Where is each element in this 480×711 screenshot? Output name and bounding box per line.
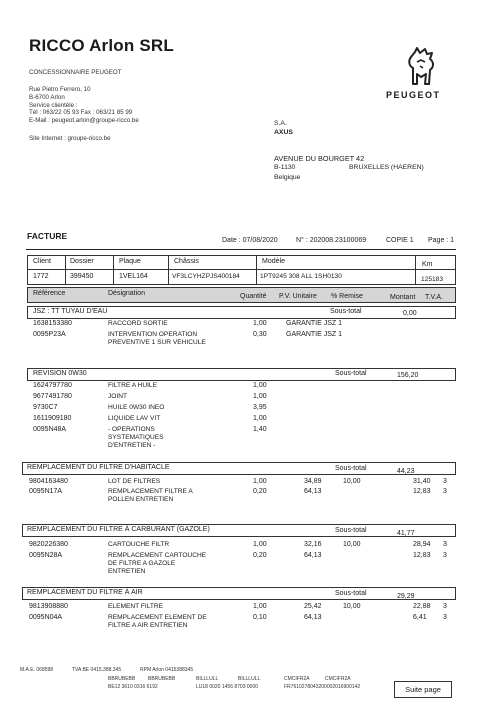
footer-rpm: RPM Arlon 0415388345 [140,667,194,673]
section-title: REMPLACEMENT DU FILTRE À AIR [27,589,143,596]
line-vat: 3 [443,552,447,559]
footer-mae: M.A.E. 068598 [20,667,54,673]
line-designation: JOINT [108,393,128,400]
subtotal-label: Sous-total [335,465,367,472]
subtotal-label: Sous-total [335,527,367,534]
document-title: FACTURE [27,231,68,241]
line-designation: RACCORD SORTIE [108,320,168,327]
line-designation: ELEMENT FILTRE [108,603,164,610]
recipient-street: AVENUE DU BOURGET 42 [274,154,365,163]
line-designation: - OPERATIONS SYSTEMATIQUES D'ENTRETIEN - [108,426,164,449]
website: Site Internet : groupe-ricco.be [29,135,111,142]
line-designation: LOT DE FILTRES [108,478,161,485]
line-reference: 0095N04A [29,614,63,621]
col-unit-price: P.V. Unitaire [279,293,317,300]
vehicle-client: 1772 [33,273,49,280]
line-designation: CARTOUCHE FILTR [108,541,170,548]
vehicle-header-client: Client [33,258,51,265]
recipient-country: Belgique [274,174,301,181]
vehicle-header-km: Km [422,261,433,268]
vehicle-col-sep [415,255,416,285]
address-line: Service clientèle : [29,101,78,109]
vehicle-col-sep [168,255,169,285]
vehicle-plate: 1VEL164 [119,273,148,280]
line-unit-price: GARANTIE JSZ 1 [286,320,343,327]
line-quantity: 1,00 [253,382,267,389]
subtotal-value: 0,00 [403,310,417,317]
footer-bic: BBRUBEBB [108,676,136,682]
vehicle-divider [28,269,455,270]
line-reference: 1638153380 [33,320,72,327]
line-quantity: 0,20 [253,488,267,495]
col-vat: T.V.A. [425,294,444,301]
line-reference: 1611909180 [33,415,72,422]
subtotal-label: Sous-total [330,308,362,315]
footer-bic: BBRUBEBB [148,676,176,682]
address-line: B-6700 Arlon [29,93,65,101]
invoice-number: N° : 202008.23100069 [296,237,367,244]
footer-bic: BILLLULL [196,676,219,682]
line-reference: 9813908880 [29,603,68,610]
line-quantity: 0,20 [253,552,267,559]
line-quantity: 1,40 [253,426,267,433]
footer-bic: BILLLULL [238,676,261,682]
vehicle-header-chassis: Châssis [174,258,199,265]
line-quantity: 0,30 [253,331,267,338]
line-vat: 3 [443,488,447,495]
section-title: JSZ : TT TUYAU D'EAU [33,308,108,315]
vehicle-model: 1PT9245 308 ALL 1SH0130 [260,273,342,280]
line-vat: 3 [443,478,447,485]
line-designation: REMPLACEMENT ELEMENT DE FILTRE A AIR ENTRETIEN [108,614,207,629]
line-amount: 28,94 [413,541,431,548]
brand-name: PEUGEOT [386,90,441,100]
footer-bic: CMCIFR2A [284,676,310,682]
line-quantity: 3,95 [253,404,267,411]
recipient-line: AXUS [274,128,293,136]
subtotal-label: Sous-total [335,370,367,377]
line-quantity: 1,00 [253,541,267,548]
address-block [29,86,139,125]
vehicle-header-plaque: Plaque [119,258,141,265]
line-discount: 10,00 [343,478,361,485]
line-reference: 9730C7 [33,404,58,411]
col-quantity: Quantité [240,293,267,300]
subtotal-value: 29,29 [397,593,415,600]
company-name: RICCO Arlon SRL [29,36,174,55]
subtotal-value: 44,23 [397,468,415,475]
line-quantity: 0,10 [253,614,267,621]
line-discount: 10,00 [343,603,361,610]
line-quantity: 1,00 [253,478,267,485]
recipient-name [274,120,293,137]
peugeot-lion-icon [386,44,456,93]
col-designation: Désignation [108,290,145,297]
line-amount: 22,88 [413,603,431,610]
line-reference: 0095N17A [29,488,63,495]
col-amount: Montant [390,294,416,301]
line-reference: 9820226380 [29,541,68,548]
line-vat: 3 [443,603,447,610]
line-amount: 6,41 [413,614,427,621]
line-designation: INTERVENTION OPERATION PREVENTIVE 1 SUR VEHICULE [108,331,206,346]
line-reference: 9677491780 [33,393,72,400]
vehicle-dossier: 399450 [70,273,94,280]
vehicle-header-modele: Modèle [262,258,285,265]
line-reference: 0095N48A [33,426,67,433]
line-designation: REMPLACEMENT CARTOUCHE DE FILTRE A GAZOLE ENTRETIEN [108,552,207,575]
line-amount: 31,40 [413,478,431,485]
line-unit-price: GARANTIE JSZ 1 [286,331,343,338]
vehicle-col-sep [256,255,257,285]
subtotal-value: 156,20 [397,372,419,379]
line-quantity: 1,00 [253,393,267,400]
section-title: REMPLACEMENT DU FILTRE À CARBURANT (GAZOLE) [27,526,210,533]
line-unit-price: 25,42 [304,603,322,610]
subtotal-label: Sous-total [335,590,367,597]
address-line: E-Mail : peugeot.arlon@groupe-ricco.be [29,117,139,125]
line-unit-price: 64,13 [304,614,322,621]
col-reference: Référence [33,290,66,297]
line-unit-price: 34,89 [304,478,322,485]
vehicle-chassis: VF3LCYHZPJS400184 [172,273,240,280]
recipient-line: S.A. [274,120,287,127]
line-quantity: 1,00 [253,320,267,327]
address-line: Rue Pietro Ferrero, 10 [29,86,91,93]
line-reference: 1624797780 [33,382,72,389]
line-quantity: 1,00 [253,415,267,422]
recipient-postcode: B-1130 [274,164,296,171]
footer-iban: FR7610278043200002016900142 [284,684,361,690]
copy-label: COPIE 1 [386,237,414,244]
header-rule [26,249,456,250]
line-unit-price: 64,13 [304,552,322,559]
line-reference: 0095N28A [29,552,63,559]
line-designation: LIQUIDE LAV VIT [108,415,161,422]
line-unit-price: 32,16 [304,541,322,548]
page-number: Page : 1 [428,237,455,244]
col-discount: % Remise [331,293,363,300]
footer-iban: BE12 3610 0316 6192 [108,684,158,690]
footer-bic: CMCIFR2A [325,676,351,682]
vehicle-header-dossier: Dossier [70,258,94,265]
line-quantity: 1,00 [253,603,267,610]
line-discount: 10,00 [343,541,361,548]
footer-iban: LU18 0020 1456 8703 0000 [196,684,259,690]
line-designation: HUILE 0W30 INEO [108,404,165,411]
vehicle-col-sep [113,255,114,285]
address-line: Tél : 063/22 05 93 Fax : 063/21 85 99 [29,109,133,117]
line-amount: 12,83 [413,552,431,559]
line-designation: FILTRE A HUILE [108,382,157,389]
line-designation: REMPLACEMENT FILTRE A POLLEN ENTRETIEN [108,488,193,503]
section-title: REVISION 0W30 [33,370,87,377]
line-amount: 12,83 [413,488,431,495]
concession-label: CONCESSIONNAIRE PEUGEOT [29,69,122,76]
next-page-box: Suite page [394,681,452,698]
line-vat: 3 [443,541,447,548]
line-unit-price: 64,13 [304,488,322,495]
vehicle-km: 125183 [421,276,444,283]
footer-vat: TVA BE 0415.388.345 [72,667,122,673]
invoice-date: Date : 07/08/2020 [222,237,278,244]
line-vat: 3 [443,614,447,621]
line-reference: 9804163480 [29,478,68,485]
line-reference: 0095P23A [33,331,66,338]
subtotal-value: 41,77 [397,530,415,537]
section-title: REMPLACEMENT DU FILTRE D'HABITACLE [27,464,170,471]
recipient-city: BRUXELLES (HAEREN) [349,164,424,171]
section-header [27,368,456,381]
vehicle-col-sep [65,255,66,285]
